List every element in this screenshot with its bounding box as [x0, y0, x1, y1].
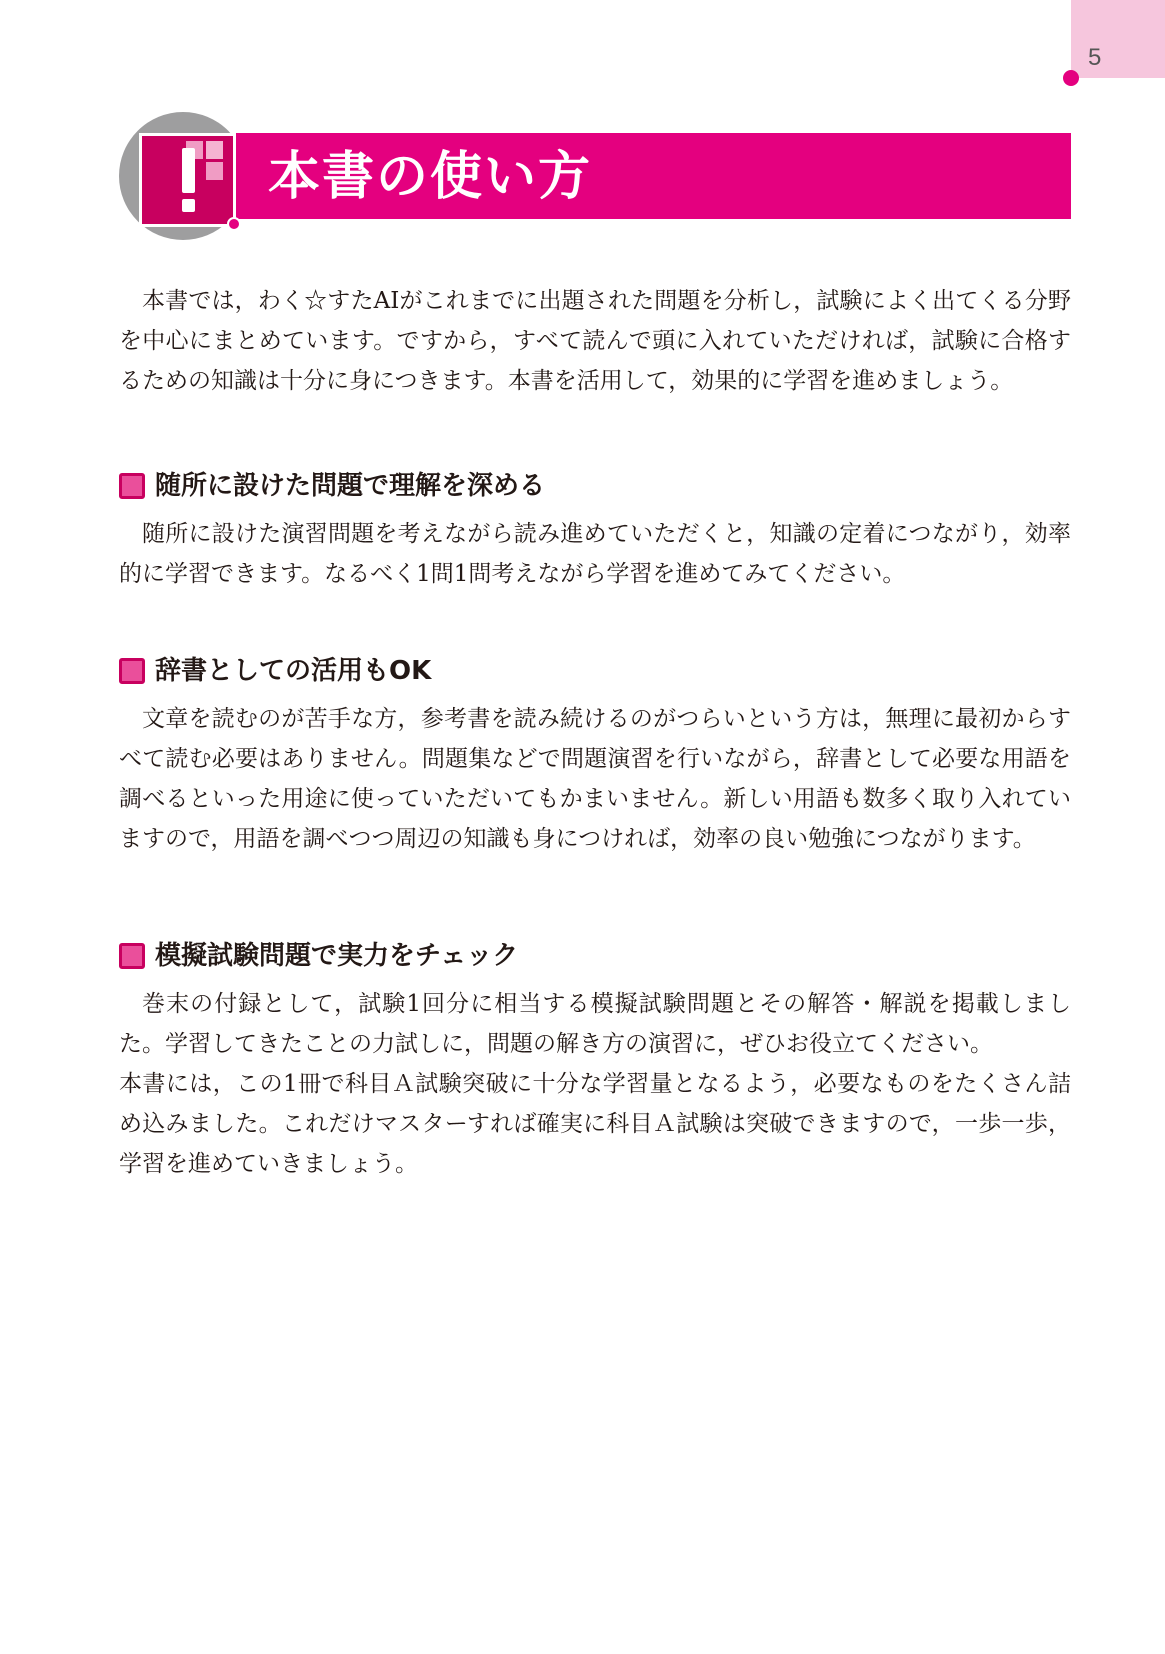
icon-square-decoration	[206, 162, 223, 180]
title-band-dot	[227, 217, 241, 231]
section-heading	[119, 469, 545, 503]
section-heading-text: 随所に設けた問題で理解を深める	[155, 471, 546, 501]
closing-paragraph: 本書には，この1冊で科目Ａ試験突破に十分な学習量となるよう，必要なものをたくさん詰め込みました。これだけマスターすれば確実に科目Ａ試験は突破できますので，一歩一歩，学習を進めていきましょう。	[119, 1071, 1071, 1177]
exclamation-bar	[182, 148, 195, 193]
square-bullet-icon	[119, 473, 145, 499]
section-heading-text: 辞書としての活用もOK	[155, 656, 432, 686]
section-body: 巻末の付録として，試験1回分に相当する模擬試験問題とその解答・解説を掲載しました。学習してきたことの力試しに，問題の解き方の演習に，ぜひお役立てください。	[119, 991, 1071, 1057]
page-number: 5	[1088, 44, 1102, 71]
page-corner-tab	[1071, 0, 1165, 78]
exclamation-icon	[139, 133, 236, 227]
square-bullet-icon	[119, 658, 145, 684]
section-heading	[119, 654, 431, 688]
section-heading-text: 模擬試験問題で実力をチェック	[155, 941, 519, 971]
icon-square-decoration	[206, 141, 223, 159]
intro-paragraph: 本書では，わく☆すたAIがこれまでに出題された問題を分析し，試験によく出てくる分野を中心にまとめています。ですから，すべて読んで頭に入れていただければ，試験に合格するための知識は十分に身につきます。本書を活用して，効果的に学習を進めましょう。	[119, 288, 1071, 394]
section-body: 随所に設けた演習問題を考えながら読み進めていただくと，知識の定着につながり，効率的に学習できます。なるべく1問1問考えながら学習を進めてみてください。	[119, 521, 1071, 587]
page-marker-dot	[1063, 70, 1079, 86]
square-bullet-icon	[119, 943, 145, 969]
page-title: 本書の使い方	[268, 147, 593, 207]
section-body: 文章を読むのが苦手な方，参考書を読み続けるのがつらいという方は，無理に最初からすべて読む必要はありません。問題集などで問題演習を行いながら，辞書として必要な用語を調べるといった用途に使っていただいてもかまいません。新しい用語も数多く取り入れていますので，用語を調べつつ周辺の知識も身につければ，効率の良い勉強につながります。	[119, 706, 1071, 852]
section-heading	[119, 939, 518, 973]
exclamation-dot	[182, 199, 195, 212]
